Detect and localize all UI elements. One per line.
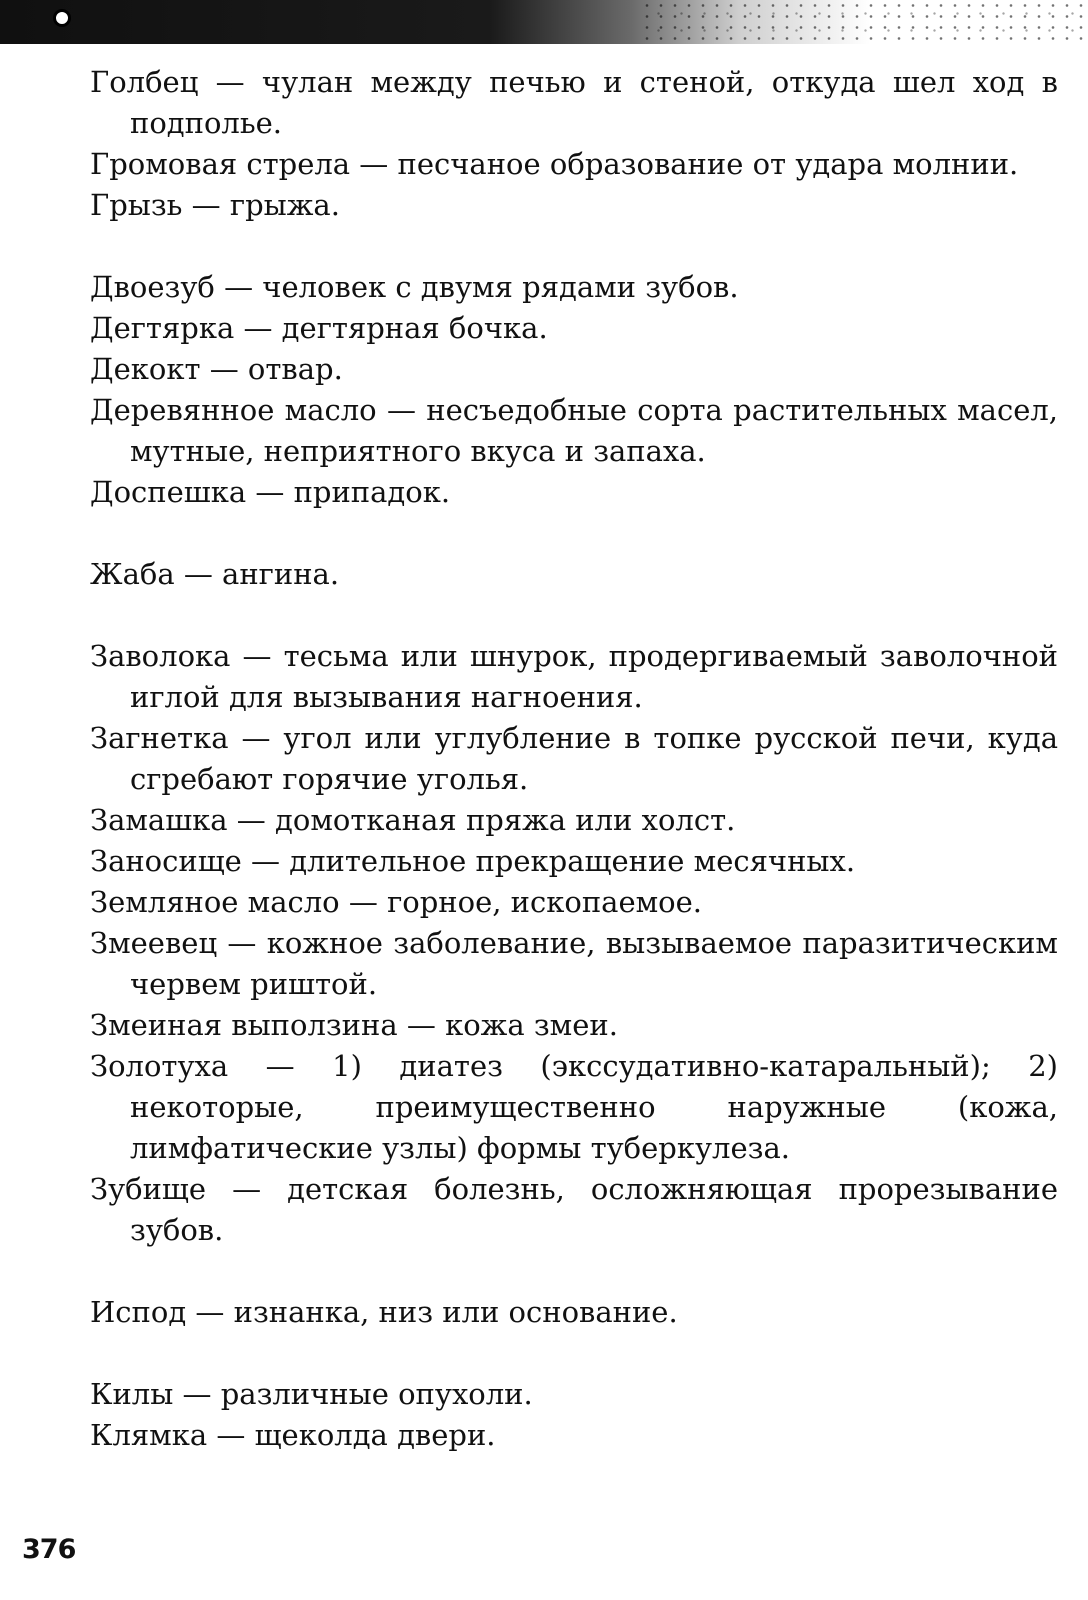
header-texture — [640, 0, 1088, 44]
entry-zubische: Зубище — детская болезнь, осложняющая прорезывание зубов. — [90, 1172, 1058, 1247]
entry-dospeshka: Доспешка — припадок. — [90, 475, 451, 509]
entry-derevyannoe-maslo: Деревянное масло — несъедобные сорта растительных масел, мутные, неприятного вкуса и запаха. — [90, 393, 1058, 468]
glossary-text — [90, 62, 1058, 1456]
entry-dvoezub: Двоезуб — человек с двумя рядами зубов. — [90, 270, 739, 304]
entry-zagnetka: Загнетка — угол или углубление в топке русской печи, куда сгребают горячие уголья. — [90, 721, 1058, 796]
entry-zemlyanoe-maslo: Земляное масло — горное, ископаемое. — [90, 885, 703, 919]
entry-zanosische: Заносище — длительное прекращение месячных. — [90, 844, 856, 878]
entry-ispod: Испод — изнанка, низ или основание. — [90, 1295, 678, 1329]
entry-zmeinaya-vypolzina: Змеиная выползина — кожа змеи. — [90, 1008, 618, 1042]
entry-gromovaya-strela: Громовая стрела — песчаное образование от удара молнии. — [90, 147, 1019, 181]
entry-kily: Килы — различные опухоли. — [90, 1377, 533, 1411]
entry-klyamka: Клямка — щеколда двери. — [90, 1418, 496, 1452]
header-band — [0, 0, 1088, 44]
entry-degtyarka: Дегтярка — дегтярная бочка. — [90, 311, 548, 345]
section-gap — [90, 226, 1058, 267]
circle-icon — [53, 9, 71, 27]
entry-zolotukha: Золотуха — 1) диатез (экссудативно-катаральный); 2) некоторые, преимущественно наружные (кожа, лимфатические узлы) формы туберкулеза. — [90, 1049, 1058, 1165]
section-gap — [90, 595, 1058, 636]
entry-zmeevets: Змеевец — кожное заболевание, вызываемое паразитическим червем риштой. — [90, 926, 1058, 1001]
entry-dekokt: Декокт — отвар. — [90, 352, 343, 386]
entry-zhaba: Жаба — ангина. — [90, 557, 340, 591]
entry-zavoloka: Заволока — тесьма или шнурок, продергиваемый заволочной иглой для вызывания нагноения. — [90, 639, 1058, 714]
entry-zamashka: Замашка — домотканая пряжа или холст. — [90, 803, 736, 837]
section-gap — [90, 1251, 1058, 1292]
page-number: 376 — [22, 1534, 76, 1565]
entry-gryz: Грызь — грыжа. — [90, 188, 340, 222]
section-gap — [90, 1333, 1058, 1374]
entry-golbets: Голбец — чулан между печью и стеной, откуда шел ход в подполье. — [90, 65, 1058, 140]
section-gap — [90, 513, 1058, 554]
